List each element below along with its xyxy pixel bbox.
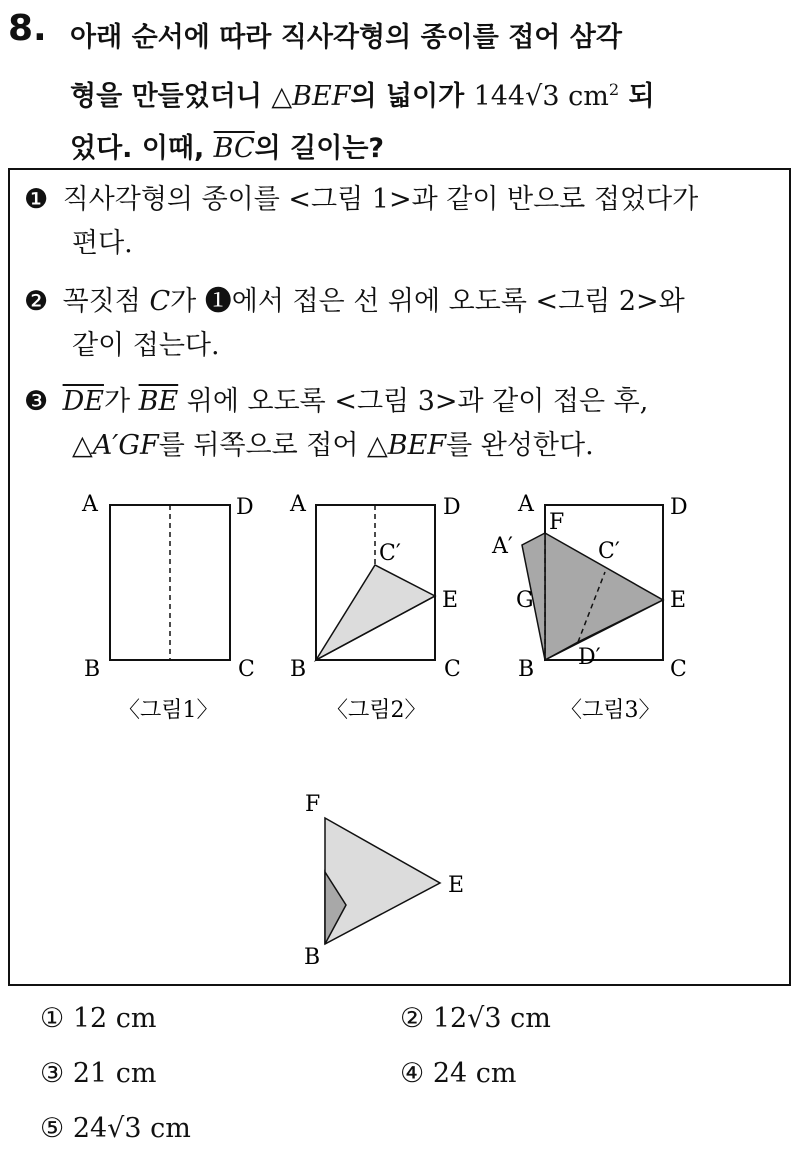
triangle-agf: A′GF — [92, 430, 159, 461]
figure-2 — [289, 492, 461, 723]
fig2-label-c1: C′ — [379, 541, 401, 566]
choice-5[interactable] — [40, 1113, 191, 1144]
fig1-label-d: D — [236, 495, 254, 520]
fig3-label-b: B — [518, 657, 535, 682]
fig1-label-c: C — [238, 657, 255, 682]
fig1-label-b: B — [84, 657, 101, 682]
step-1-line2: 편다. — [72, 228, 133, 259]
choice-2-num: ② — [400, 1003, 425, 1034]
fig2-label-c: C — [444, 657, 461, 682]
fig3-label-f: F — [549, 510, 565, 535]
fig3-label-c: C — [670, 657, 687, 682]
figure-3 — [491, 492, 688, 723]
step-3-line2-c: 를 완성한다. — [446, 430, 594, 461]
step-2-point-c: C — [149, 286, 171, 317]
fig1-label-a: A — [82, 492, 98, 517]
step-3-line1-a: 가 — [103, 386, 139, 417]
fig3-label-e: E — [670, 588, 687, 613]
triangle-symbol: △ — [271, 81, 293, 112]
choice-5-text: 24√3 cm — [72, 1113, 191, 1144]
fig2-label-a: A — [290, 492, 306, 517]
triangle-bef: BEF — [292, 81, 351, 112]
step-2-line2: 같이 접는다. — [72, 330, 220, 361]
segment-be: $\overline{BE}$ — [138, 386, 179, 417]
triangle-bef-step: BEF — [387, 430, 447, 461]
step-3-mark: ❸ — [24, 386, 49, 417]
choice-3[interactable] — [40, 1058, 156, 1089]
fig4-label-f: F — [305, 792, 321, 817]
choice-4[interactable] — [400, 1058, 516, 1089]
step-1-line1: 직사각형의 종이를 <그림 1>과 같이 반으로 접었다가 — [62, 184, 699, 215]
step-2-line1-b: 가 ❶에서 접은 선 위에 오도록 <그림 2>와 — [170, 286, 685, 317]
choice-3-num: ③ — [40, 1058, 65, 1089]
fig3-label-d1: D′ — [578, 645, 601, 670]
step-3-line2-b: 를 뒤쪽으로 접어 △ — [158, 430, 388, 461]
fig4-label-b: B — [304, 945, 321, 970]
segment-de: $\overline{DE}$ — [62, 386, 104, 417]
choice-4-num: ④ — [400, 1058, 425, 1089]
fig3-caption: 〈그림3〉 — [560, 698, 661, 723]
fig3-label-c1: C′ — [598, 539, 620, 564]
fig3-label-a1: A′ — [492, 534, 513, 559]
choice-1[interactable] — [40, 1003, 156, 1034]
step-3-line2-a: △ — [72, 430, 93, 461]
choice-1-text: 12 cm — [72, 1003, 157, 1034]
fig3-label-d: D — [670, 495, 688, 520]
segment-bc: $\overline{BC}$ — [213, 133, 255, 164]
fig4-label-e: E — [448, 873, 465, 898]
step-3-line1-b: 위에 오도록 <그림 3>과 같이 접은 후, — [178, 386, 649, 417]
step-2-line1-a: 꼭짓점 — [62, 286, 150, 317]
question-line3-b: 의 길이는? — [254, 133, 385, 164]
question-line2-b: 의 넓이가 — [350, 81, 474, 112]
step-1-mark: ❶ — [24, 184, 49, 215]
fig1-caption: 〈그림1〉 — [118, 698, 219, 723]
question-line2-a: 형을 만들었더니 — [70, 81, 272, 112]
fig3-label-g: G — [516, 588, 534, 613]
fig3-label-a: A — [518, 492, 534, 517]
choice-3-text: 21 cm — [72, 1058, 157, 1089]
question-line3-a: 었다. 이때, — [70, 133, 214, 164]
figure-1 — [81, 492, 255, 723]
question-line2-c: 되 — [619, 81, 655, 112]
fig4-triangle-bef — [325, 818, 440, 944]
choice-4-text: 24 cm — [432, 1058, 517, 1089]
fig2-label-e: E — [442, 588, 459, 613]
question-number: 8. — [8, 8, 47, 49]
choice-2[interactable] — [400, 1003, 551, 1034]
figure-4 — [304, 792, 464, 970]
choice-5-num: ⑤ — [40, 1113, 65, 1144]
fig2-label-b: B — [290, 657, 307, 682]
choice-1-num: ① — [40, 1003, 65, 1034]
choice-2-text: 12√3 cm — [432, 1003, 551, 1034]
fig2-folded-triangle — [316, 565, 435, 660]
question-line1: 아래 순서에 따라 직사각형의 종이를 접어 삼각 — [70, 22, 622, 53]
fig1-rectangle — [110, 505, 230, 660]
fig2-caption: 〈그림2〉 — [326, 698, 427, 723]
area-value: 144√3 cm — [473, 81, 609, 112]
area-exponent: 2 — [608, 80, 620, 99]
step-2-mark: ❷ — [24, 286, 49, 317]
fig2-label-d: D — [443, 495, 461, 520]
